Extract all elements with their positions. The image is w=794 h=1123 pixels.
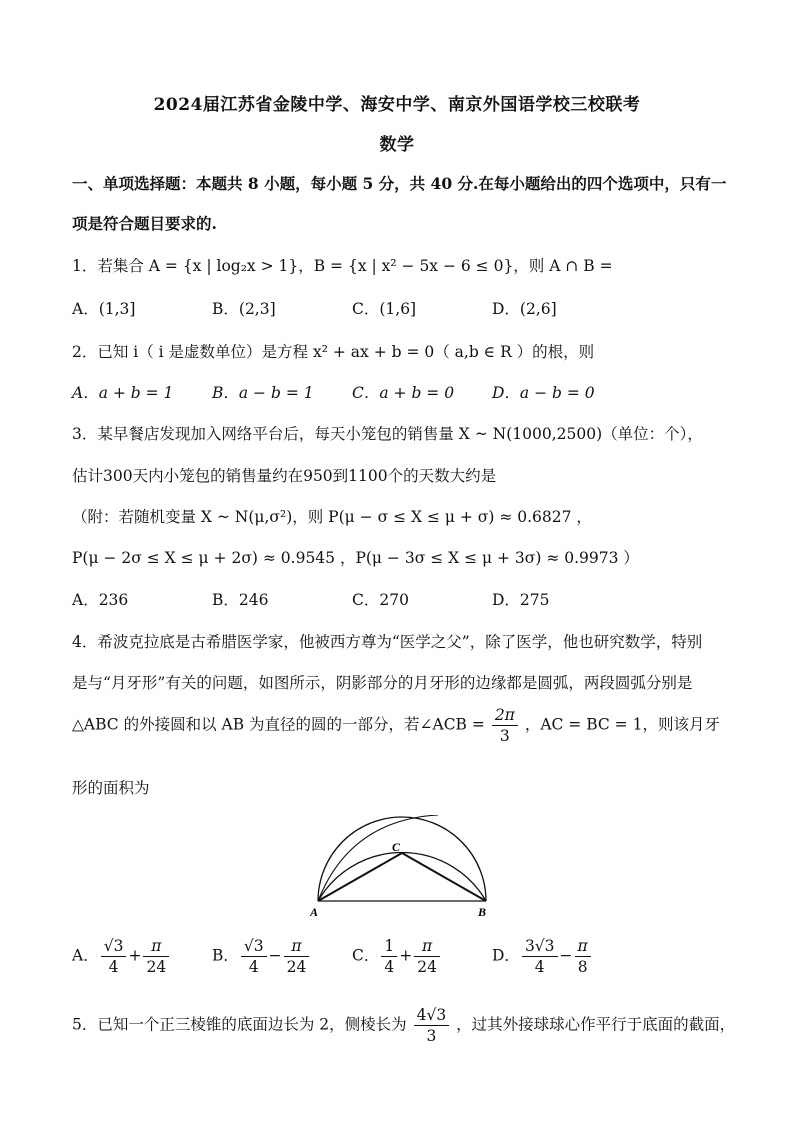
outer-arc-left <box>318 815 438 901</box>
q2-option-a[interactable]: A．a + b = 1 <box>72 384 174 402</box>
q4-stem-line3-b: ，AC = BC = 1，则该月牙 <box>524 715 720 734</box>
q1-option-b[interactable]: B．(2,3] <box>212 300 276 318</box>
q4-option-a-n2: π <box>143 936 169 957</box>
q4-option-b-n2: π <box>284 936 310 957</box>
q4-option-d-n2: π <box>575 936 591 957</box>
q3-stem-line1: 3．某早餐店发现加入网络平台后，每天小笼包的销售量 X ~ N(1000,2500)（单位：个）， <box>72 425 703 443</box>
q4-option-a-d1: 4 <box>108 958 119 976</box>
q3-option-b[interactable]: B．246 <box>212 591 269 609</box>
q4-stem-line2: 是与“月牙形”有关的问题，如图所示，阴影部分的月牙形的边缘都是圆弧，两段圆弧分别是 <box>72 674 693 692</box>
segment-ac <box>318 853 402 901</box>
q3-option-a[interactable]: A．236 <box>72 591 129 609</box>
q4-angle-den: 3 <box>499 727 510 745</box>
q3-stem-line2: 估计300天内小笼包的销售量约在950到1100个的天数大约是 <box>72 467 497 485</box>
q4-stem-line4: 形的面积为 <box>72 779 150 797</box>
q5-stem-b: ，过其外接球球心作平行于底面的截面， <box>456 1015 736 1034</box>
section-heading-line1: 一、单项选择题：本题共 8 小题，每小题 5 分，共 40 分.在每小题给出的四个选项中，只有一 <box>72 174 727 193</box>
q4-option-b-n1: √3 <box>241 936 267 957</box>
q2-stem: 2．已知 i（ i 是虚数单位）是方程 x² + ax + b = 0（ a,b ∈ R ）的根，则 <box>72 343 595 361</box>
q2-option-b[interactable]: B．a − b = 1 <box>212 384 314 402</box>
subject-title: 数学 <box>379 135 415 155</box>
lune-figure <box>310 815 500 924</box>
q4-option-a-sign: + <box>128 946 142 965</box>
q4-stem-line1: 4．希波克拉底是古希腊医学家，他被西方尊为“医学之父”，除了医学，他也研究数学，特别 <box>72 633 703 651</box>
q2-option-c[interactable]: C．a + b = 0 <box>352 384 455 402</box>
q4-option-c-label: C． <box>352 946 380 965</box>
segment-bc <box>402 853 486 901</box>
q5-stem-a: 5．已知一个正三棱锥的底面边长为 2，侧棱长为 <box>72 1015 407 1034</box>
q4-option-c-d1: 4 <box>384 958 395 976</box>
q5-frac-num: 4√3 <box>414 1005 450 1026</box>
q4-option-d-label: D． <box>492 946 520 965</box>
q3-stem-line4: P(μ − 2σ ≤ X ≤ μ + 2σ) ≈ 0.9545 ，P(μ − 3σ ≤ X ≤ μ + 3σ) ≈ 0.9973 ） <box>72 549 639 567</box>
q4-stem-line3-a: △ABC 的外接圆和以 AB 为直径的圆的一部分，若∠ACB = <box>72 715 485 734</box>
q4-option-d-n1: 3√3 <box>522 936 558 957</box>
q1-option-a[interactable]: A．(1,3] <box>72 300 136 318</box>
q4-option-d-d1: 4 <box>534 958 545 976</box>
label-a: A <box>310 905 319 919</box>
q4-option-d[interactable] <box>492 936 593 977</box>
q4-option-a[interactable] <box>72 936 171 977</box>
q5-stem <box>72 1005 735 1046</box>
q4-option-c-sign: + <box>399 946 413 965</box>
q1-option-c[interactable]: C．(1,6] <box>352 300 417 318</box>
q3-option-c[interactable]: C．270 <box>352 591 409 609</box>
exam-title: 2024届江苏省金陵中学、海安中学、南京外国语学校三校联考 <box>153 95 641 115</box>
section-heading-line2: 项是符合题目要求的. <box>72 214 217 233</box>
label-b: B <box>478 905 487 919</box>
q3-stem-line3: （附：若随机变量 X ~ N(μ,σ²)，则 P(μ − σ ≤ X ≤ μ + σ) ≈ 0.6827 ， <box>72 508 592 526</box>
q4-angle-fraction <box>492 705 518 746</box>
q4-option-d-d2: 8 <box>577 958 588 976</box>
q5-frac-den: 3 <box>426 1027 437 1045</box>
q4-option-b-d2: 24 <box>286 958 307 976</box>
q4-option-d-sign: − <box>559 946 573 965</box>
q4-option-b[interactable] <box>212 936 311 977</box>
q4-option-b-label: B． <box>212 946 239 965</box>
q4-stem-line3 <box>72 705 720 746</box>
label-c: C <box>392 840 401 854</box>
q4-option-b-d1: 4 <box>248 958 259 976</box>
q2-option-d[interactable]: D．a − b = 0 <box>492 384 595 402</box>
q4-option-c-n2: π <box>414 936 440 957</box>
q3-option-d[interactable]: D．275 <box>492 591 550 609</box>
semicircle-arc <box>318 817 486 901</box>
q4-option-a-label: A． <box>72 946 99 965</box>
q4-option-c[interactable] <box>352 936 442 977</box>
q1-stem: 1．若集合 A = {x | log₂x > 1}，B = {x | x² − 5x − 6 ≤ 0}，则 A ∩ B = <box>72 257 613 275</box>
q4-option-a-n1: √3 <box>101 936 127 957</box>
q4-option-b-sign: − <box>268 946 282 965</box>
q4-option-c-d2: 24 <box>417 958 437 976</box>
q4-option-c-n1: 1 <box>381 936 397 957</box>
q4-angle-num: 2π <box>492 705 518 726</box>
circumcircle-arc <box>318 853 486 901</box>
lune-diagram <box>310 815 500 920</box>
q4-option-a-d2: 24 <box>146 958 167 976</box>
q1-option-d[interactable]: D．(2,6] <box>492 300 557 318</box>
q5-edge-fraction <box>414 1005 450 1046</box>
